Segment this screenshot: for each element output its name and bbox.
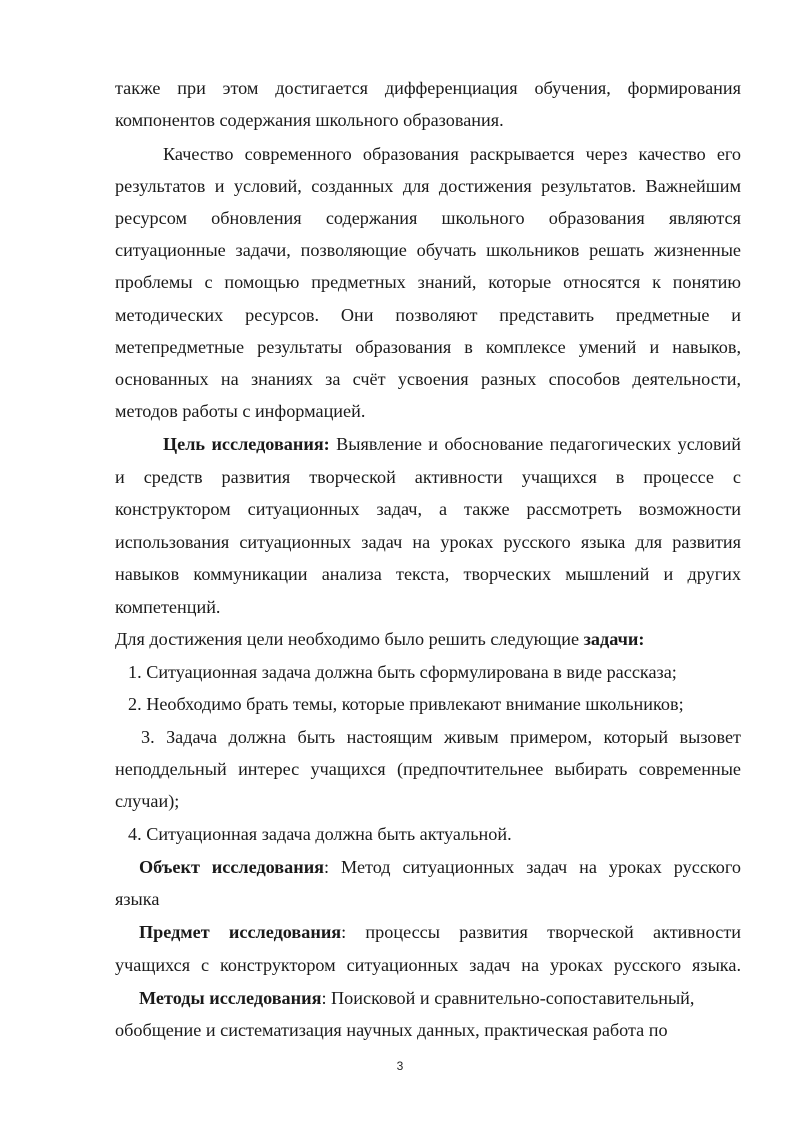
research-object-line	[139, 855, 741, 879]
text: Выявление и обоснование педагогических условий	[329, 434, 741, 454]
text-line-3	[163, 142, 741, 166]
research-methods-line	[139, 986, 741, 1010]
text: также при этом достигается дифференциация обучения, формирования	[115, 78, 741, 98]
text: 4. Ситуационная задача должна быть актуальной.	[128, 824, 512, 844]
text: методических ресурсов. Они позволяют представить предметные и	[115, 305, 741, 325]
text-line-8	[115, 303, 741, 327]
text: неподдельный интерес учащихся (предпочтительнее выбирать современные	[115, 759, 741, 779]
text-line-2	[115, 108, 741, 132]
research-subject-line	[139, 920, 741, 944]
text-line-7	[115, 270, 741, 294]
text: метепредметные результаты образования в комплексе умений и навыков,	[115, 337, 741, 357]
text-line-13	[115, 465, 741, 489]
tasks-heading: задачи:	[583, 629, 645, 649]
text-line-26	[115, 887, 741, 911]
text-line-6	[115, 238, 741, 262]
text: компетенций.	[115, 597, 221, 617]
list-item-3	[141, 725, 741, 749]
text-line-23	[115, 789, 741, 813]
research-goal-line	[163, 432, 741, 456]
text: основанных на знаниях за счёт усвоения разных способов деятельности,	[115, 369, 741, 389]
text: ситуационные задачи, позволяющие обучать школьников решать жизненные	[115, 240, 741, 260]
text: обобщение и систематизация научных данных, практическая работа по	[115, 1020, 668, 1040]
research-methods-heading: Методы исследования	[139, 988, 322, 1008]
research-goal-heading: Цель исследования:	[163, 434, 330, 454]
text-line-11	[115, 399, 741, 423]
text-line-9	[115, 335, 741, 359]
text: : Поисковой и сравнительно-сопоставительный,	[321, 988, 695, 1008]
text-line-10	[115, 367, 741, 391]
text: случаи);	[115, 791, 180, 811]
text-line-30	[115, 1018, 741, 1042]
text: и средств развития творческой активности учащихся в процессе с	[115, 467, 741, 487]
list-item-1	[128, 660, 741, 684]
research-object-heading: Объект исследования	[139, 857, 325, 877]
text: результатов и условий, созданных для достижения результатов. Важнейшим	[115, 176, 741, 196]
text: Для достижения цели необходимо было решить следующие	[115, 629, 584, 649]
list-item-4	[128, 822, 741, 846]
research-subject-heading: Предмет исследования	[139, 922, 342, 942]
text: компонентов содержания школьного образования.	[115, 110, 504, 130]
text: Качество современного образования раскрывается через качество его	[163, 144, 741, 164]
page-number: 3	[396, 1059, 404, 1073]
tasks-intro-line	[115, 627, 741, 651]
text-line-4	[115, 174, 741, 198]
text: использования ситуационных задач на уроках русского языка для развития	[115, 532, 741, 552]
text: : процессы развития творческой активности	[341, 922, 741, 942]
text-line-28	[115, 953, 741, 977]
text-line-17	[115, 595, 741, 619]
text-line-14	[115, 497, 741, 521]
text: навыков коммуникации анализа текста, творческих мышлений и других	[115, 564, 741, 584]
text-line-16	[115, 562, 741, 586]
text-line-15	[115, 530, 741, 554]
text: : Метод ситуационных задач на уроках русского	[324, 857, 741, 877]
text-line-5	[115, 206, 741, 230]
text: 3. Задача должна быть настоящим живым примером, который вызовет	[141, 727, 741, 747]
text: конструктором ситуационных задач, а также рассмотреть возможности	[115, 499, 741, 519]
text-line-22	[115, 757, 741, 781]
text: 1. Ситуационная задача должна быть сформулирована в виде рассказа;	[128, 662, 677, 682]
list-item-2	[128, 692, 741, 716]
text: 2. Необходимо брать темы, которые привлекают внимание школьников;	[128, 694, 684, 714]
text: методов работы с информацией.	[115, 401, 366, 421]
text: языка	[115, 889, 160, 909]
text: ресурсом обновления содержания школьного образования являются	[115, 208, 741, 228]
text: проблемы с помощью предметных знаний, которые относятся к понятию	[115, 272, 741, 292]
text-line-1	[115, 76, 741, 100]
text: учащихся с конструктором ситуационных задач на уроках русского языка.	[115, 955, 741, 975]
